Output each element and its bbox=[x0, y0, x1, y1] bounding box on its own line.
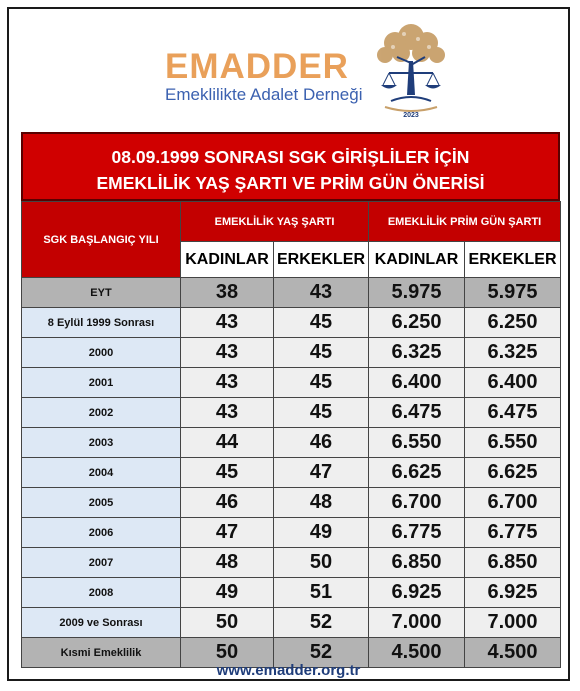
age-men-cell: 45 bbox=[274, 338, 369, 368]
title-line-1: 08.09.1999 SONRASI SGK GİRİŞLİLER İÇİN bbox=[111, 147, 470, 167]
header-age-requirement: EMEKLİLİK YAŞ ŞARTI bbox=[181, 202, 369, 242]
days-men-cell: 6.400 bbox=[465, 368, 561, 398]
days-men-cell: 4.500 bbox=[465, 638, 561, 668]
days-women-cell: 5.975 bbox=[369, 278, 465, 308]
row-label: 2008 bbox=[22, 578, 181, 608]
age-men-cell: 48 bbox=[274, 488, 369, 518]
days-women-cell: 4.500 bbox=[369, 638, 465, 668]
subheader-days-women: KADINLAR bbox=[369, 242, 465, 278]
age-men-cell: 52 bbox=[274, 638, 369, 668]
days-women-cell: 6.925 bbox=[369, 578, 465, 608]
days-men-cell: 5.975 bbox=[465, 278, 561, 308]
age-women-cell: 50 bbox=[181, 608, 274, 638]
row-label: 2002 bbox=[22, 398, 181, 428]
table-row bbox=[22, 368, 561, 398]
tree-justice-scale-icon bbox=[371, 17, 451, 125]
header-premium-days: EMEKLİLİK PRİM GÜN ŞARTI bbox=[369, 202, 561, 242]
table-row bbox=[22, 458, 561, 488]
row-label: 2004 bbox=[22, 458, 181, 488]
emblem-year: 2023 bbox=[403, 112, 419, 119]
age-men-cell: 45 bbox=[274, 398, 369, 428]
website-footer: www.emadder.org.tr bbox=[216, 662, 361, 679]
age-men-cell: 45 bbox=[274, 308, 369, 338]
age-men-cell: 52 bbox=[274, 608, 369, 638]
age-women-cell: 43 bbox=[181, 398, 274, 428]
infographic-frame bbox=[7, 7, 570, 681]
age-men-cell: 49 bbox=[274, 518, 369, 548]
row-label: Kısmi Emeklilik bbox=[22, 638, 181, 668]
age-women-cell: 48 bbox=[181, 548, 274, 578]
table-row bbox=[22, 278, 561, 308]
row-label: EYT bbox=[22, 278, 181, 308]
age-women-cell: 43 bbox=[181, 368, 274, 398]
brand-tagline: Emeklilikte Adalet Derneği bbox=[165, 85, 363, 104]
subheader-days-men: ERKEKLER bbox=[465, 242, 561, 278]
days-women-cell: 6.400 bbox=[369, 368, 465, 398]
days-women-cell: 6.625 bbox=[369, 458, 465, 488]
table-row bbox=[22, 608, 561, 638]
age-women-cell: 45 bbox=[181, 458, 274, 488]
title-banner bbox=[21, 132, 560, 201]
table-row bbox=[22, 398, 561, 428]
header-start-year: SGK BAŞLANGIÇ YILI bbox=[22, 202, 181, 278]
row-label: 8 Eylül 1999 Sonrası bbox=[22, 308, 181, 338]
row-label: 2006 bbox=[22, 518, 181, 548]
age-women-cell: 44 bbox=[181, 428, 274, 458]
subheader-age-women: KADINLAR bbox=[181, 242, 274, 278]
row-label: 2000 bbox=[22, 338, 181, 368]
days-women-cell: 6.475 bbox=[369, 398, 465, 428]
retirement-table bbox=[21, 201, 561, 668]
days-women-cell: 6.700 bbox=[369, 488, 465, 518]
age-women-cell: 43 bbox=[181, 338, 274, 368]
days-men-cell: 6.850 bbox=[465, 548, 561, 578]
row-label: 2007 bbox=[22, 548, 181, 578]
row-label: 2005 bbox=[22, 488, 181, 518]
days-men-cell: 6.550 bbox=[465, 428, 561, 458]
days-men-cell: 6.250 bbox=[465, 308, 561, 338]
age-women-cell: 49 bbox=[181, 578, 274, 608]
table-row bbox=[22, 488, 561, 518]
table-row bbox=[22, 548, 561, 578]
days-men-cell: 6.625 bbox=[465, 458, 561, 488]
age-men-cell: 46 bbox=[274, 428, 369, 458]
days-men-cell: 6.700 bbox=[465, 488, 561, 518]
age-women-cell: 38 bbox=[181, 278, 274, 308]
days-men-cell: 6.475 bbox=[465, 398, 561, 428]
days-women-cell: 7.000 bbox=[369, 608, 465, 638]
age-women-cell: 47 bbox=[181, 518, 274, 548]
days-women-cell: 6.325 bbox=[369, 338, 465, 368]
days-women-cell: 6.850 bbox=[369, 548, 465, 578]
table-row bbox=[22, 428, 561, 458]
brand-name: EMADDER bbox=[165, 47, 349, 86]
age-women-cell: 43 bbox=[181, 308, 274, 338]
age-men-cell: 47 bbox=[274, 458, 369, 488]
table-row bbox=[22, 518, 561, 548]
age-men-cell: 43 bbox=[274, 278, 369, 308]
logo-header bbox=[9, 9, 572, 129]
age-women-cell: 46 bbox=[181, 488, 274, 518]
age-men-cell: 45 bbox=[274, 368, 369, 398]
days-women-cell: 6.550 bbox=[369, 428, 465, 458]
row-label: 2001 bbox=[22, 368, 181, 398]
days-men-cell: 6.325 bbox=[465, 338, 561, 368]
subheader-age-men: ERKEKLER bbox=[274, 242, 369, 278]
days-men-cell: 6.925 bbox=[465, 578, 561, 608]
row-label: 2009 ve Sonrası bbox=[22, 608, 181, 638]
table-row bbox=[22, 308, 561, 338]
table-row bbox=[22, 578, 561, 608]
age-women-cell: 50 bbox=[181, 638, 274, 668]
age-men-cell: 50 bbox=[274, 548, 369, 578]
days-men-cell: 7.000 bbox=[465, 608, 561, 638]
days-women-cell: 6.775 bbox=[369, 518, 465, 548]
title-line-2: EMEKLİLİK YAŞ ŞARTI VE PRİM GÜN ÖNERİSİ bbox=[96, 173, 485, 193]
days-men-cell: 6.775 bbox=[465, 518, 561, 548]
table-row bbox=[22, 338, 561, 368]
age-men-cell: 51 bbox=[274, 578, 369, 608]
row-label: 2003 bbox=[22, 428, 181, 458]
days-women-cell: 6.250 bbox=[369, 308, 465, 338]
